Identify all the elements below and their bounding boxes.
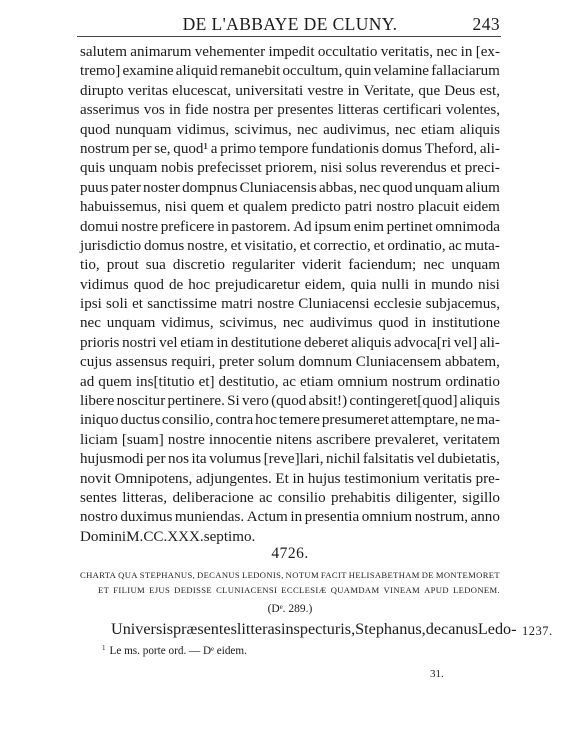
- footnote: [102, 644, 247, 657]
- source-reference: (Dᵉ. 289.): [267, 603, 313, 615]
- text-line: jurisdictio domus nostre, et visitatio, et correctio, et ordinatio, ac muta-: [80, 237, 500, 254]
- text-line: novit Omnipotens, adjungentes. Et in hujus testimonium veritatis pre-: [80, 470, 500, 487]
- page-number: 243: [472, 14, 500, 34]
- text-line: salutem animarum vehementer impedit occultatio veritatis, nec in [ex-: [80, 44, 500, 60]
- text-line: tremo] examine aliquid remanebit occultum, quin velamine fallaciarum: [80, 63, 500, 80]
- text-line: sentes litteras, deliberacione ac consilio prehabitis diligenter, sigillo: [80, 489, 500, 506]
- regest-summary: [80, 568, 500, 598]
- document-number: 4726.: [271, 545, 309, 562]
- footnote-text: Le ms. porte ord. — Dᵉ eidem.: [109, 645, 247, 657]
- text-line: nec unquam vidimus, scivimus, nec audivimus quod in institutione: [80, 315, 500, 332]
- text-line: domui nostre preficere in pastorem. Ad ipsum enim pertinet omnimoda: [80, 218, 500, 235]
- footnote-marker: 1: [102, 644, 106, 652]
- text-line: ad quem ins[titutio et] destitutio, ac etiam omnium nostrum ordinatio: [80, 373, 500, 390]
- text-line: asserimus vos in fide nostra per presentes litteras certificari volentes,: [80, 102, 500, 119]
- text-line: prioris nostri vel etiam in destitutione deberet aliquis advoca[ri vel] ali-: [80, 334, 500, 351]
- text-line: nostro duximus muniendas. Actum in presentia omnium nostrum, anno: [80, 509, 500, 526]
- text-line: vidimus quod de hoc prejudicaretur eidem, quia nulli in mundo nisi: [80, 276, 500, 293]
- charter-body-text: [80, 43, 500, 547]
- text-line: libere noscitur pertinere. Si vero (quod absit!) contingeret[quod] aliquis: [80, 393, 500, 410]
- text-line: Domini M.CC.XXX. septimo.: [80, 528, 256, 545]
- regest-line-1: CHARTA QUA STEPHANUS, DECANUS LEDONIS, NOTUM FACIT HELISABETHAM DE MONTEMORET: [80, 570, 500, 580]
- text-line: quis unquam nobis prefecisset priorem, nisi solus reverendus et preci-: [80, 160, 500, 177]
- text-line: quod nunquam vidimus, scivimus, nec audivimus, nec etiam aliquis: [80, 121, 500, 138]
- opening-line: Universis præsentes litteras inspecturis, Stephanus, decanus Ledo-: [111, 620, 517, 638]
- signature-mark: 31.: [430, 668, 444, 680]
- text-line: cujus assensus requiri, preter solum domnum Cluniacensem abbatem,: [80, 354, 500, 371]
- text-line: hujusmodi per nos ita volumus [reve]lari, nichil falsitatis vel dubietatis,: [80, 451, 500, 468]
- header-rule: [77, 36, 501, 37]
- text-line: nostrum per se, quod¹ a primo tempore fundationis domus Theford, ali-: [80, 140, 500, 157]
- text-line: habuissemus, nisi quem et qualem predicto patri nostro placuit eidem: [80, 199, 500, 216]
- text-line: dirupto veritas elucescat, universitati vestre in Veritate, que Deus est,: [80, 82, 500, 99]
- text-line: liciam [suam] nostre innocentie nitens ascribere prevaleret, veritatem: [80, 431, 500, 448]
- text-line: ipsi soli et sanctissime matri nostre Cluniacensi ecclesie subjacemus,: [80, 296, 500, 313]
- text-line: iniquo ductus consilio, contra hoc temere presumeret attemptare, ne ma-: [80, 412, 500, 429]
- margin-year: 1237.: [522, 624, 553, 638]
- regest-line-2: ET FILIUM EJUS DEDISSE CLUNIACENSI ECCLESIÆ QUAMDAM VINEAM APUD LEDONEM.: [98, 585, 500, 595]
- running-head: [80, 14, 500, 36]
- text-line: tio, prout sua discretio regulariter viderit faciendum; nec unquam: [80, 257, 500, 274]
- running-head-title: DE L'ABBAYE DE CLUNY.: [182, 14, 398, 34]
- text-line: puus pater noster dompnus Cluniacensis abbas, nec quod unquam alium: [80, 179, 500, 196]
